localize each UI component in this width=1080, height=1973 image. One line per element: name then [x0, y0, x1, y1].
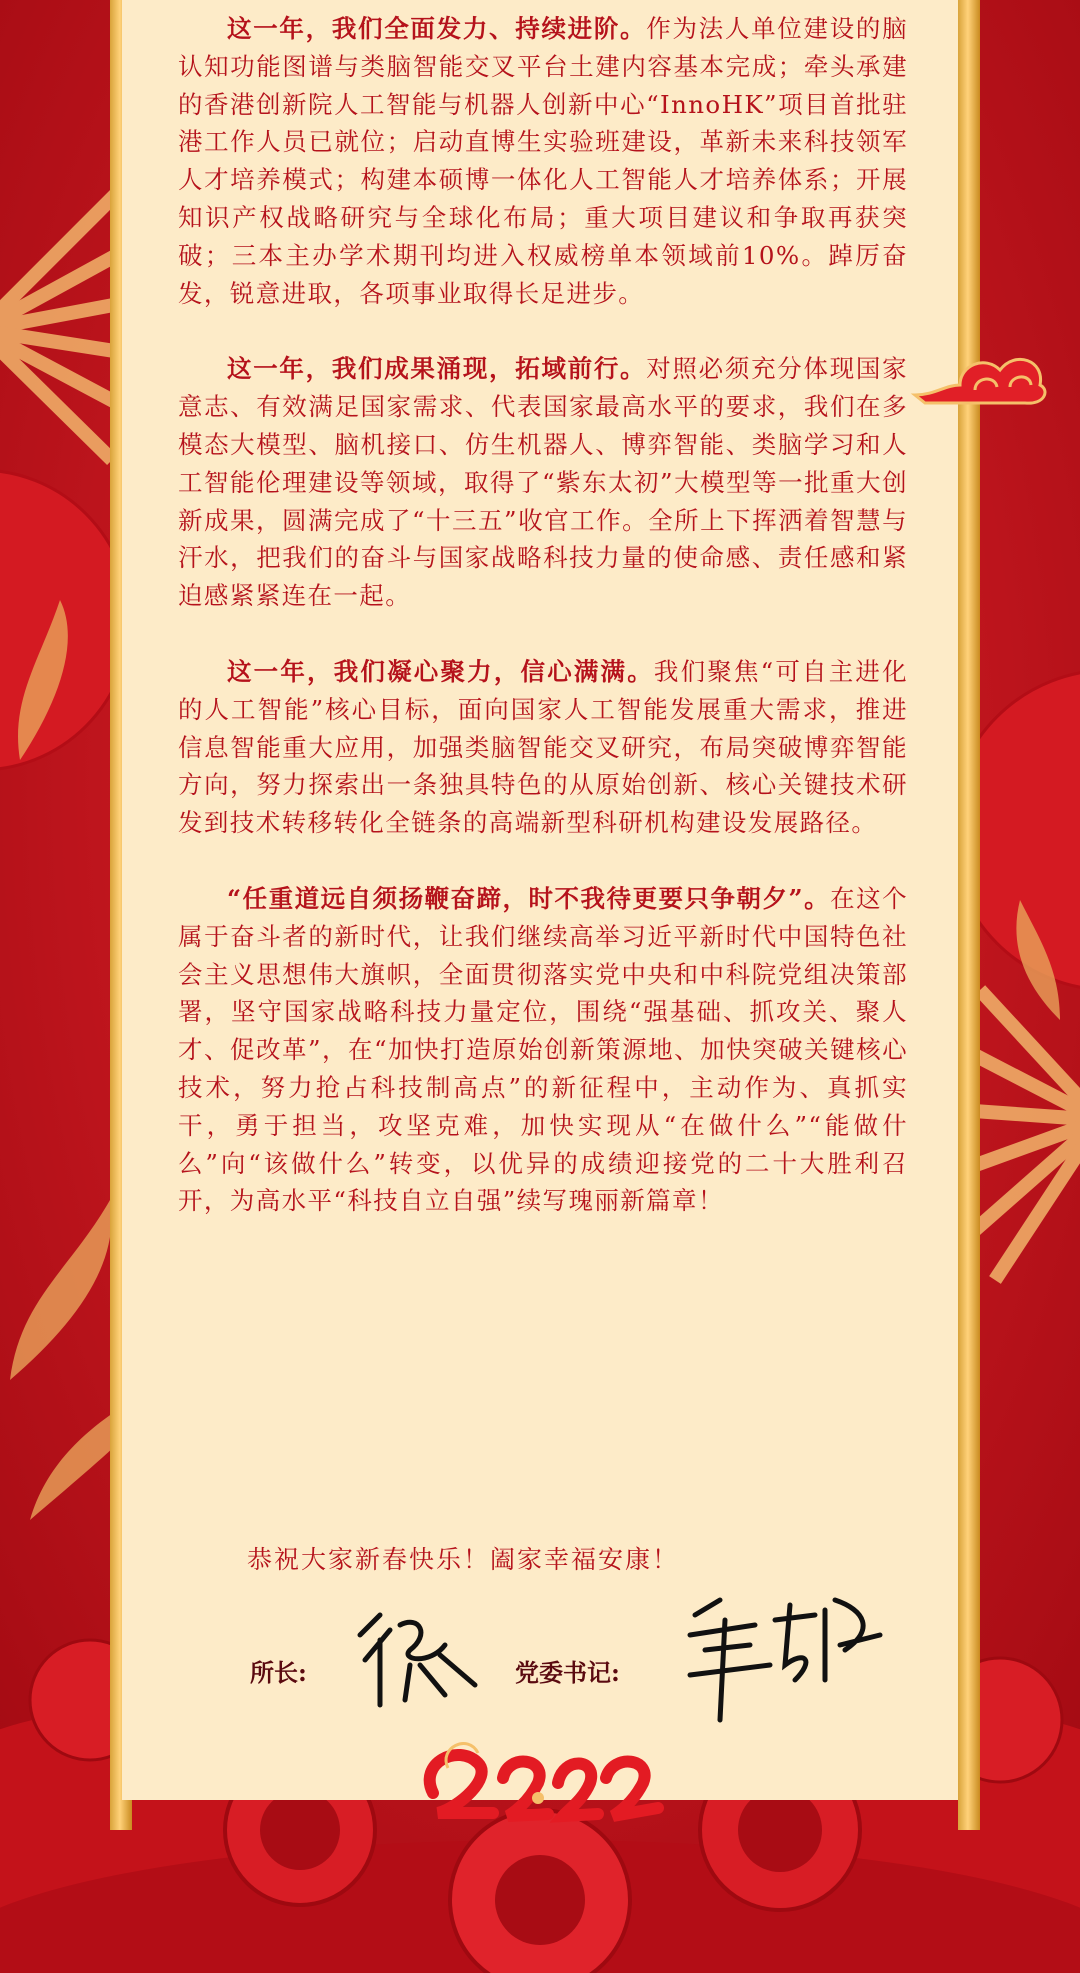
secretary-label: 党委书记: [515, 1658, 620, 1687]
paragraph-lead: 这一年，我们凝心聚力，信心满满。 [227, 656, 654, 686]
paragraph-lead: 这一年，我们成果涌现，拓域前行。 [227, 354, 647, 384]
paragraph [178, 350, 908, 615]
paragraph-body: 对照必须充分体现国家意志、有效满足国家需求、代表国家最高水平的要求，我们在多模态大模型、脑机接口、仿生机器人、博弈智能、类脑学习和人工智能伦理建设等领域，取得了“紫东太初”大模型等一批重大创新成果，圆满完成了“十三五”收官工作。全所上下挥洒着智慧与汗水，把我们的奋斗与国家战略科技力量的使命感、责任感和紧迫感紧紧连在一起。 [178, 354, 908, 611]
scroll-border-right [958, 0, 980, 1830]
paragraph-body: 我们聚焦“可自主进化的人工智能”核心目标，面向国家人工智能发展重大需求，推进信息智能重大应用，加强类脑智能交叉研究，布局突破博弈智能方向，努力探索出一条独具特色的从原始创新、核心关键技术研发到技术转移转化全链条的高端新型科研机构建设发展路径。 [178, 656, 908, 838]
cloud-icon [905, 345, 1055, 415]
paragraph [178, 10, 908, 312]
paragraph-lead: 这一年，我们全面发力、持续进阶。 [227, 14, 647, 43]
year-2022-logo [418, 1738, 668, 1828]
paragraph-body: 作为法人单位建设的脑认知功能图谱与类脑智能交叉平台土建内容基本完成；牵头承建的香港创新院人工智能与机器人创新中心“InnoHK”项目首批驻港工作人员已就位；启动直博生实验班建设，革新未来科技领军人才培养模式；构建本硕博一体化人工智能人才培养体系；开展知识产权战略研究与全球化布局；重大项目建议和争取再获突破；三本主办学术期刊均进入权威榜单本领域前10%。踔厉奋发，锐意进取，各项事业取得长足进步。 [178, 14, 908, 308]
paragraph [178, 653, 908, 842]
signature-block [250, 1605, 910, 1725]
paragraph [178, 880, 908, 1220]
secretary-signature-icon [675, 1590, 885, 1725]
director-label: 所长: [250, 1658, 307, 1687]
letter-body [178, 10, 908, 1220]
paragraph-lead: “任重道远自须扬鞭奋蹄，时不我待更要只争朝夕”。 [227, 883, 831, 913]
paragraph-body: 在这个属于奋斗者的新时代，让我们继续高举习近平新时代中国特色社会主义思想伟大旗帜，全面贯彻落实党中央和中科院党组决策部署，坚守国家战略科技力量定位，围绕“强基础、抓攻关、聚人才、促改革”，在“加快打造原始创新策源地、加快突破关键核心技术，努力抢占科技制高点”的新征程中，主动作为、真抓实干，勇于担当，攻坚克难，加快实现从“在做什么”“能做什么”向“该做什么”转变，以优异的成绩迎接党的二十大胜利召开，为高水平“科技自立自强”续写瑰丽新篇章！ [178, 883, 908, 1216]
director-signature-icon [350, 1605, 480, 1715]
new-year-greeting: 恭祝大家新春快乐！阖家幸福安康！ [247, 1545, 680, 1574]
